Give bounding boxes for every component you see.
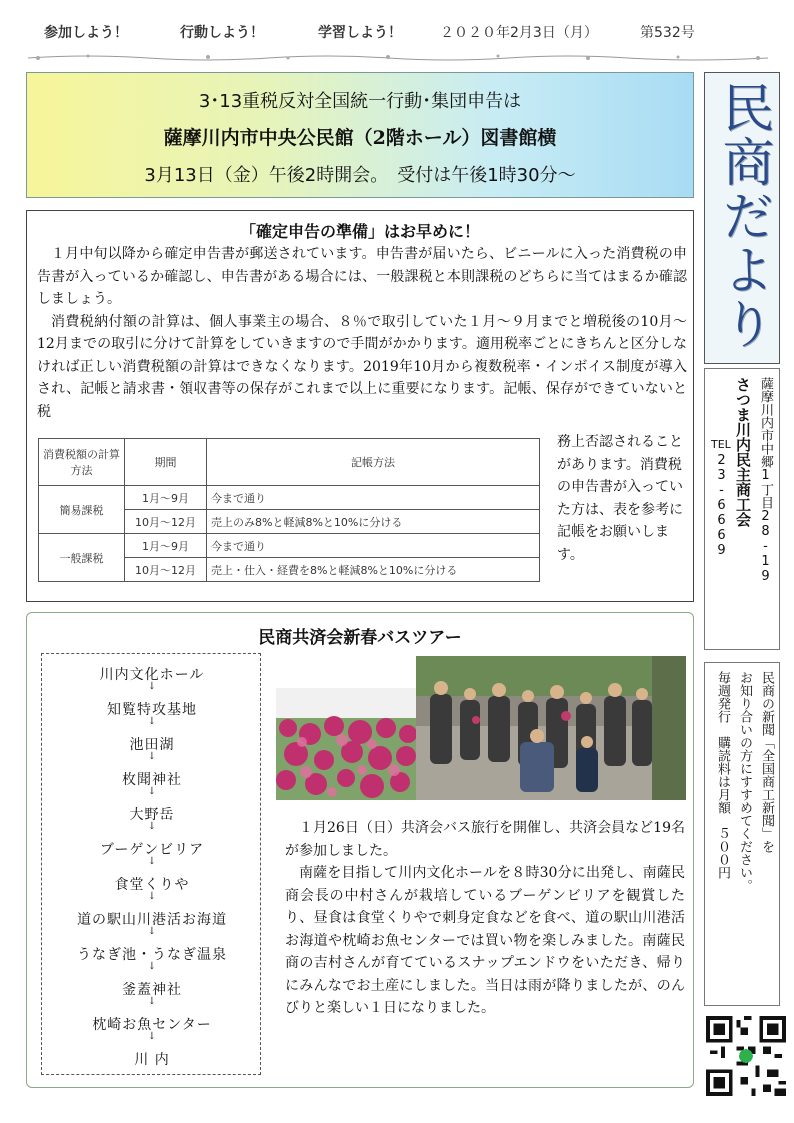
- qr-code-icon: [706, 1014, 786, 1098]
- floral-divider: [28, 52, 768, 62]
- route-stop: 知覧特攻基地: [107, 702, 197, 718]
- article-paragraph-2: 消費税納付額の計算は、個人事業主の場合、８％で取引していた１月～９月までと増税後の10月～12月までの取引に分けて計算をしていきますので手間がかかります。適用税率ごとにきちんと区分しなければ正しい消費税額の計算はできなくなります。2019年10月から複数税率・インボイス制度が導入され、記帳と請求書・領収書等の保存がこれまで以上に重要になります。記帳、保存ができていないと税: [37, 313, 687, 420]
- route-arrow-icon: ↓: [147, 716, 157, 727]
- table-cell-period: 1月～9月: [125, 486, 207, 510]
- bus-tour-title: 民商共済会新春バスツアー: [258, 628, 462, 648]
- newsletter-header: [40, 18, 760, 46]
- tax-method-table: [38, 438, 540, 582]
- banner-headline: 3･13重税反対全国統一行動･集団申告は: [198, 91, 522, 112]
- route-stop: 食堂くりや: [114, 877, 190, 893]
- bougainvillea-photo: [276, 688, 418, 800]
- table-cell-bookkeeping: 今まで通り: [207, 534, 540, 558]
- contact-org: さつま川内民主商工会: [734, 377, 752, 527]
- table-cell-method: 簡易課税: [39, 486, 125, 534]
- table-header-method: 消費税額の計算方法: [39, 439, 125, 486]
- newspaper-ad: [704, 662, 780, 1006]
- table-cell-bookkeeping: 今まで通り: [207, 486, 540, 510]
- route-list: [41, 653, 261, 1075]
- route-stop: 枕崎お魚センター: [92, 1017, 212, 1033]
- masthead-title: 民商だより: [713, 81, 773, 351]
- table-cell-period: 10月～12月: [125, 510, 207, 534]
- ad-line-3: 毎週発行 購読料は月額 ５００円: [715, 671, 730, 879]
- route-stop: 川内文化ホール: [99, 667, 205, 683]
- route-arrow-icon: ↓: [147, 996, 157, 1007]
- ad-line-2: お知り合いの方にすすめてください。: [737, 671, 752, 892]
- route-arrow-icon: ↓: [147, 926, 157, 937]
- route-stop: ブーゲンビリア: [99, 842, 205, 858]
- slogan-join: 参加しよう！: [44, 25, 128, 41]
- route-stop: 枚聞神社: [122, 772, 182, 788]
- bus-tour-body: [285, 817, 685, 1020]
- route-stop: 川 内: [134, 1052, 170, 1068]
- banner-venue: 薩摩川内市中央公民館（2階ホール）図書館横: [163, 127, 557, 149]
- table-row: [39, 534, 540, 558]
- route-arrow-icon: ↓: [147, 961, 157, 972]
- article-side-note: 務上否認されることがあります。消費税の申告書が入っていた方は、表を参考に記帳をお願いします。: [557, 434, 683, 563]
- table-cell-period: 10月～12月: [125, 558, 207, 582]
- route-arrow-icon: ↓: [147, 786, 157, 797]
- table-cell-bookkeeping: 売上のみ8%と軽減8%と10%に分ける: [207, 510, 540, 534]
- bus-tour-paragraph-1: １月26日（日）共済会バス旅行を開催し、共済会員など19名が参加しました。: [285, 820, 685, 859]
- group-photo: [416, 656, 686, 800]
- issue-date: ２０２０年2月3日（月）: [440, 25, 598, 41]
- slogan-learn: 学習しよう！: [318, 25, 402, 41]
- table-header-period: 期間: [125, 439, 207, 486]
- issue-number: 第532号: [640, 25, 695, 41]
- article-title: 「確定申告の準備」はお早めに！: [239, 222, 480, 241]
- route-stop: 大野岳: [129, 807, 175, 823]
- slogan-act: 行動しよう！: [180, 25, 264, 41]
- article-paragraph-1: １月中旬以降から確定申告書が郵送されています。申告書が届いたら、ビニールに入った消費税の申告書が入っているか確認し、申告書がある場合には、一般課税と本則課税のどちらに当てはまるか確認しましょう。: [37, 246, 687, 307]
- contact-address: 薩摩川内市中郷1丁目28-19: [758, 377, 773, 584]
- route-arrow-icon: ↓: [147, 681, 157, 692]
- table-cell-bookkeeping: 売上・仕入・経費を8%と軽減8%と10%に分ける: [207, 558, 540, 582]
- contact-tel: 23-6669: [714, 453, 729, 558]
- bus-tour-paragraph-2: 南薩を目指して川内文化ホールを８時30分に出発し、南薩民商会長の中村さんが栽培しているブーゲンビリアを観賞したり、昼食は食堂くりやで刺身定食などを食べ、道の駅山川港活お海道や枕崎お魚センターでは買い物を楽しみました。南薩民商の吉村さんが育てているスナップエンドウをいただき、帰りにみんなでお土産にしました。当日は雨が降りましたが、のんびりと楽しい１日になりました。: [285, 865, 685, 1016]
- route-arrow-icon: ↓: [147, 856, 157, 867]
- table-cell-period: 1月～9月: [125, 534, 207, 558]
- route-arrow-icon: ↓: [147, 821, 157, 832]
- table-cell-method: 一般課税: [39, 534, 125, 582]
- route-arrow-icon: ↓: [147, 1031, 157, 1042]
- route-stop: 池田湖: [129, 737, 175, 753]
- tax-action-banner: [26, 72, 694, 198]
- contact-tel-label: TEL: [711, 438, 731, 451]
- table-row: [39, 486, 540, 510]
- route-stop: 釜蓋神社: [122, 982, 182, 998]
- banner-schedule: 3月13日（金）午後2時開会。 受付は午後1時30分～: [144, 165, 576, 186]
- route-stop: 道の駅山川港活お海道: [77, 912, 227, 928]
- route-arrow-icon: ↓: [147, 891, 157, 902]
- ad-line-1: 民商の新聞「全国商工新聞」を: [759, 671, 774, 853]
- article-body: [37, 243, 687, 423]
- table-header-row: [39, 439, 540, 486]
- table-header-bookkeeping: 記帳方法: [207, 439, 540, 486]
- contact-box: [704, 368, 780, 650]
- masthead: [704, 72, 780, 364]
- route-stop: うなぎ池・うなぎ温泉: [77, 947, 227, 963]
- route-arrow-icon: ↓: [147, 751, 157, 762]
